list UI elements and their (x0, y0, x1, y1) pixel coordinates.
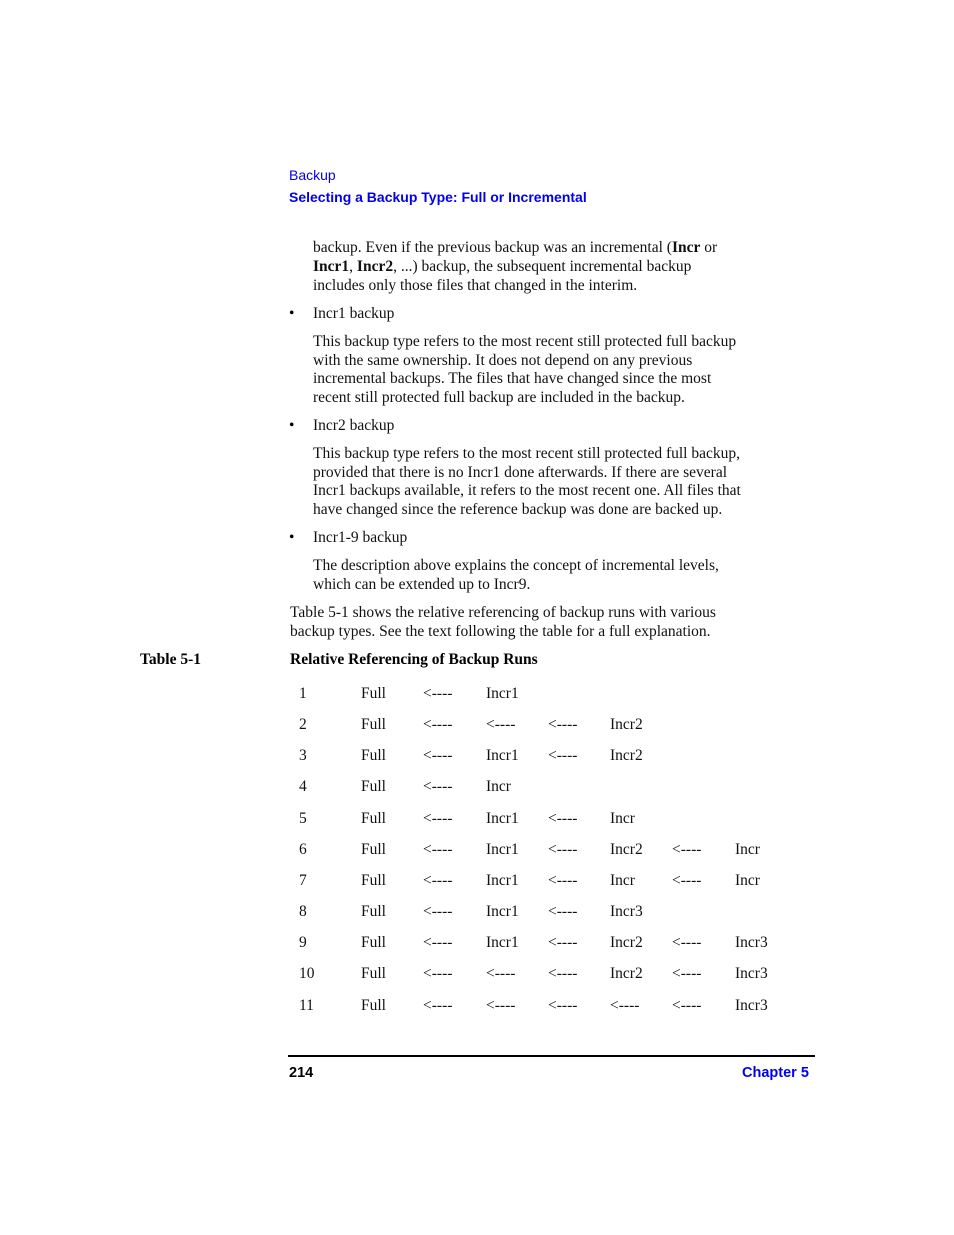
table-cell: Incr2 (610, 716, 643, 733)
table-cell: <---- (548, 965, 578, 982)
bullet-dot: • (289, 305, 295, 322)
table-cell: Incr (610, 872, 635, 889)
table-cell: <---- (672, 997, 702, 1014)
table-cell: <---- (548, 903, 578, 920)
table-cell: Incr2 (610, 747, 643, 764)
table-row-number: 2 (299, 716, 307, 733)
table-cell: Incr3 (735, 965, 768, 982)
table-cell: <---- (423, 841, 453, 858)
table-cell: <---- (672, 934, 702, 951)
table-cell: Incr (610, 810, 635, 827)
table-cell: Incr1 (486, 934, 519, 951)
intro-bold-incr1: Incr1 (313, 258, 350, 275)
intro-bold-incr2: Incr2 (356, 258, 394, 275)
bullet-body-line: The description above explains the concept of incremental levels, (313, 557, 719, 574)
table-cell: Incr1 (486, 810, 519, 827)
bullet-dot: • (289, 529, 295, 546)
bullet-body-line: have changed since the reference backup was done are backed up. (313, 501, 723, 518)
intro-text: , ...) backup, the subsequent incremental backup (393, 258, 692, 275)
table-cell: <---- (548, 934, 578, 951)
table-row-number: 8 (299, 903, 307, 920)
footer-rule (288, 1055, 815, 1057)
bullet-title: Incr1-9 backup (313, 529, 408, 546)
table-cell: <---- (548, 716, 578, 733)
table-cell: Incr2 (610, 934, 643, 951)
table-cell: Incr1 (486, 903, 519, 920)
section-title[interactable]: Selecting a Backup Type: Full or Incremental (289, 189, 587, 205)
table-cell: <---- (423, 778, 453, 795)
breadcrumb-backup[interactable]: Backup (289, 167, 336, 183)
bullet-body-line: incremental backups. The files that have changed since the most (313, 370, 712, 387)
table-cell: Incr1 (486, 841, 519, 858)
table-cell: <---- (423, 965, 453, 982)
table-cell: <---- (672, 965, 702, 982)
bullet-body-line: Incr1 backups available, it refers to the most recent one. All files that (313, 482, 741, 499)
bullet-title: Incr1 backup (313, 305, 395, 322)
chapter-link[interactable]: Chapter 5 (742, 1065, 809, 1081)
table-cell: Incr2 (610, 841, 643, 858)
table-cell: Incr1 (486, 872, 519, 889)
table-cell: Full (361, 934, 386, 951)
table-cell: <---- (423, 934, 453, 951)
intro-text: , (349, 258, 357, 275)
table-cell: <---- (423, 716, 453, 733)
intro-text: or (700, 239, 718, 256)
table-cell: <---- (423, 685, 453, 702)
table-cell: <---- (548, 872, 578, 889)
table-cell: Full (361, 716, 386, 733)
table-cell: <---- (423, 747, 453, 764)
table-cell: Full (361, 872, 386, 889)
table-cell: <---- (548, 997, 578, 1014)
table-cell: <---- (672, 841, 702, 858)
table-row-number: 1 (299, 685, 307, 702)
table-cell: Incr1 (486, 747, 519, 764)
table-cell: <---- (548, 810, 578, 827)
table-cell: <---- (486, 965, 516, 982)
bullet-title: Incr2 backup (313, 417, 395, 434)
table-cell: <---- (486, 716, 516, 733)
bullet-body-line: with the same ownership. It does not depend on any previous (313, 352, 693, 369)
table-cell: <---- (548, 841, 578, 858)
table-cell: Full (361, 778, 386, 795)
intro-line-1 (313, 238, 717, 257)
table-cell: <---- (610, 997, 640, 1014)
table-cell: Full (361, 965, 386, 982)
table-cell: Incr1 (486, 685, 519, 702)
summary-line: Table 5-1 shows the relative referencing of backup runs with various (290, 604, 716, 621)
table-row-number: 10 (299, 965, 315, 982)
table-cell: Full (361, 903, 386, 920)
table-cell: Incr2 (610, 965, 643, 982)
table-cell: Full (361, 997, 386, 1014)
table-row-number: 6 (299, 841, 307, 858)
table-cell: Incr (735, 841, 760, 858)
intro-line-2 (313, 257, 691, 276)
table-cell: <---- (423, 997, 453, 1014)
table-title: Relative Referencing of Backup Runs (290, 651, 538, 668)
table-row-number: 4 (299, 778, 307, 795)
table-row-number: 9 (299, 934, 307, 951)
bullet-body-line: This backup type refers to the most recent still protected full backup (313, 333, 737, 350)
table-cell: <---- (423, 872, 453, 889)
summary-line: backup types. See the text following the table for a full explanation. (290, 623, 711, 640)
table-cell: <---- (672, 872, 702, 889)
table-cell: Incr (486, 778, 511, 795)
intro-line-3: includes only those files that changed in the interim. (313, 277, 638, 294)
table-cell: <---- (486, 997, 516, 1014)
table-cell: Incr3 (735, 934, 768, 951)
table-cell: Incr3 (610, 903, 643, 920)
bullet-body-line: This backup type refers to the most recent still protected full backup, (313, 445, 740, 462)
table-cell: Full (361, 810, 386, 827)
table-row-number: 3 (299, 747, 307, 764)
table-cell: Incr3 (735, 997, 768, 1014)
table-cell: Full (361, 685, 386, 702)
table-cell: <---- (423, 903, 453, 920)
table-cell: <---- (423, 810, 453, 827)
table-cell: <---- (548, 747, 578, 764)
bullet-body-line: provided that there is no Incr1 done afterwards. If there are several (313, 464, 728, 481)
bullet-dot: • (289, 417, 295, 434)
intro-bold-incr: Incr (671, 239, 701, 256)
table-cell: Full (361, 841, 386, 858)
bullet-body-line: recent still protected full backup are included in the backup. (313, 389, 685, 406)
bullet-body-line: which can be extended up to Incr9. (313, 576, 531, 593)
table-row-number: 7 (299, 872, 307, 889)
table-row-number: 11 (299, 997, 314, 1014)
page-number: 214 (289, 1065, 314, 1081)
table-row-number: 5 (299, 810, 307, 827)
intro-text: backup. Even if the previous backup was an incremental ( (313, 239, 672, 256)
table-cell: Full (361, 747, 386, 764)
table-cell: Incr (735, 872, 760, 889)
table-label: Table 5-1 (140, 651, 202, 668)
